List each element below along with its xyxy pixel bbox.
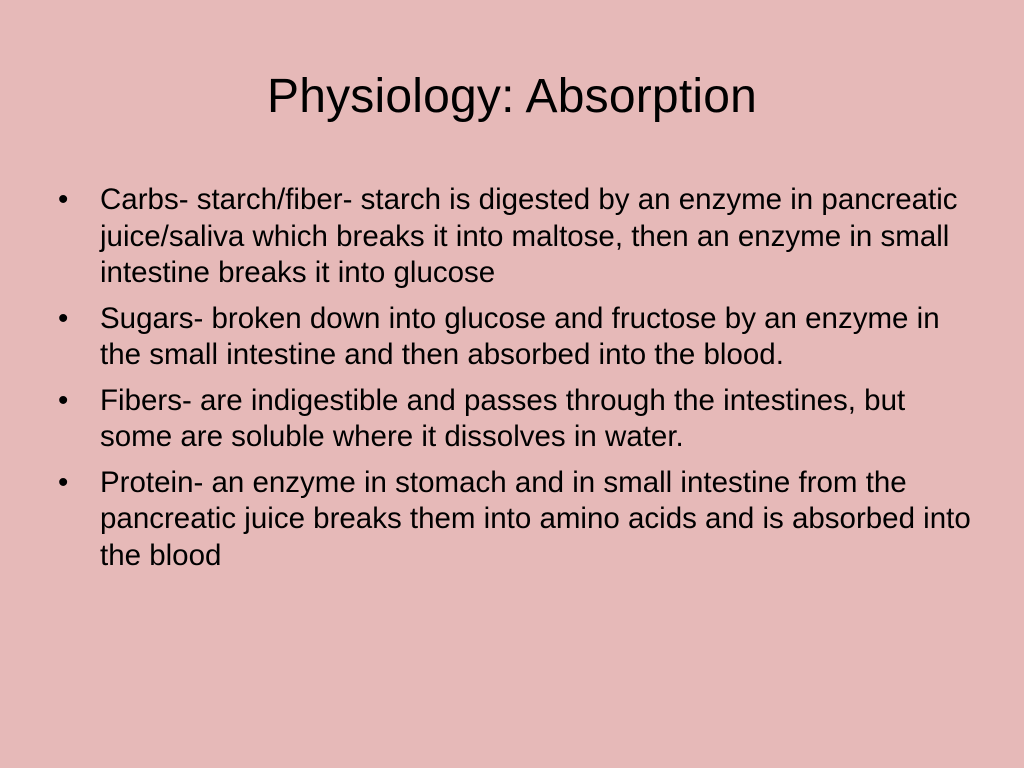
bullet-item-carbs xyxy=(58,182,978,292)
bullet-icon: • xyxy=(58,301,69,335)
bullet-item-protein xyxy=(58,465,978,575)
bullet-item-sugars xyxy=(58,301,978,374)
bullet-text: Carbs- starch/fiber- starch is digested by an enzyme in pancreatic juice/saliva which breaks it into maltose, then an enzyme in small intestine breaks it into glucose xyxy=(100,183,958,289)
bullet-icon: • xyxy=(58,383,69,417)
bullet-item-fibers xyxy=(58,383,978,456)
bullet-icon: • xyxy=(58,465,69,499)
bullet-list xyxy=(58,182,978,583)
bullet-text: Sugars- broken down into glucose and fructose by an enzyme in the small intestine and then absorbed into the blood. xyxy=(100,301,940,371)
slide-title: Physiology: Absorption xyxy=(266,70,758,123)
bullet-icon: • xyxy=(58,183,69,216)
bullet-text: Protein- an enzyme in stomach and in small intestine from the pancreatic juice breaks them into amino acids and is absorbed into the blood xyxy=(100,465,971,572)
bullet-text: Fibers- are indigestible and passes through the intestines, but some are soluble where it dissolves in water. xyxy=(100,383,906,453)
